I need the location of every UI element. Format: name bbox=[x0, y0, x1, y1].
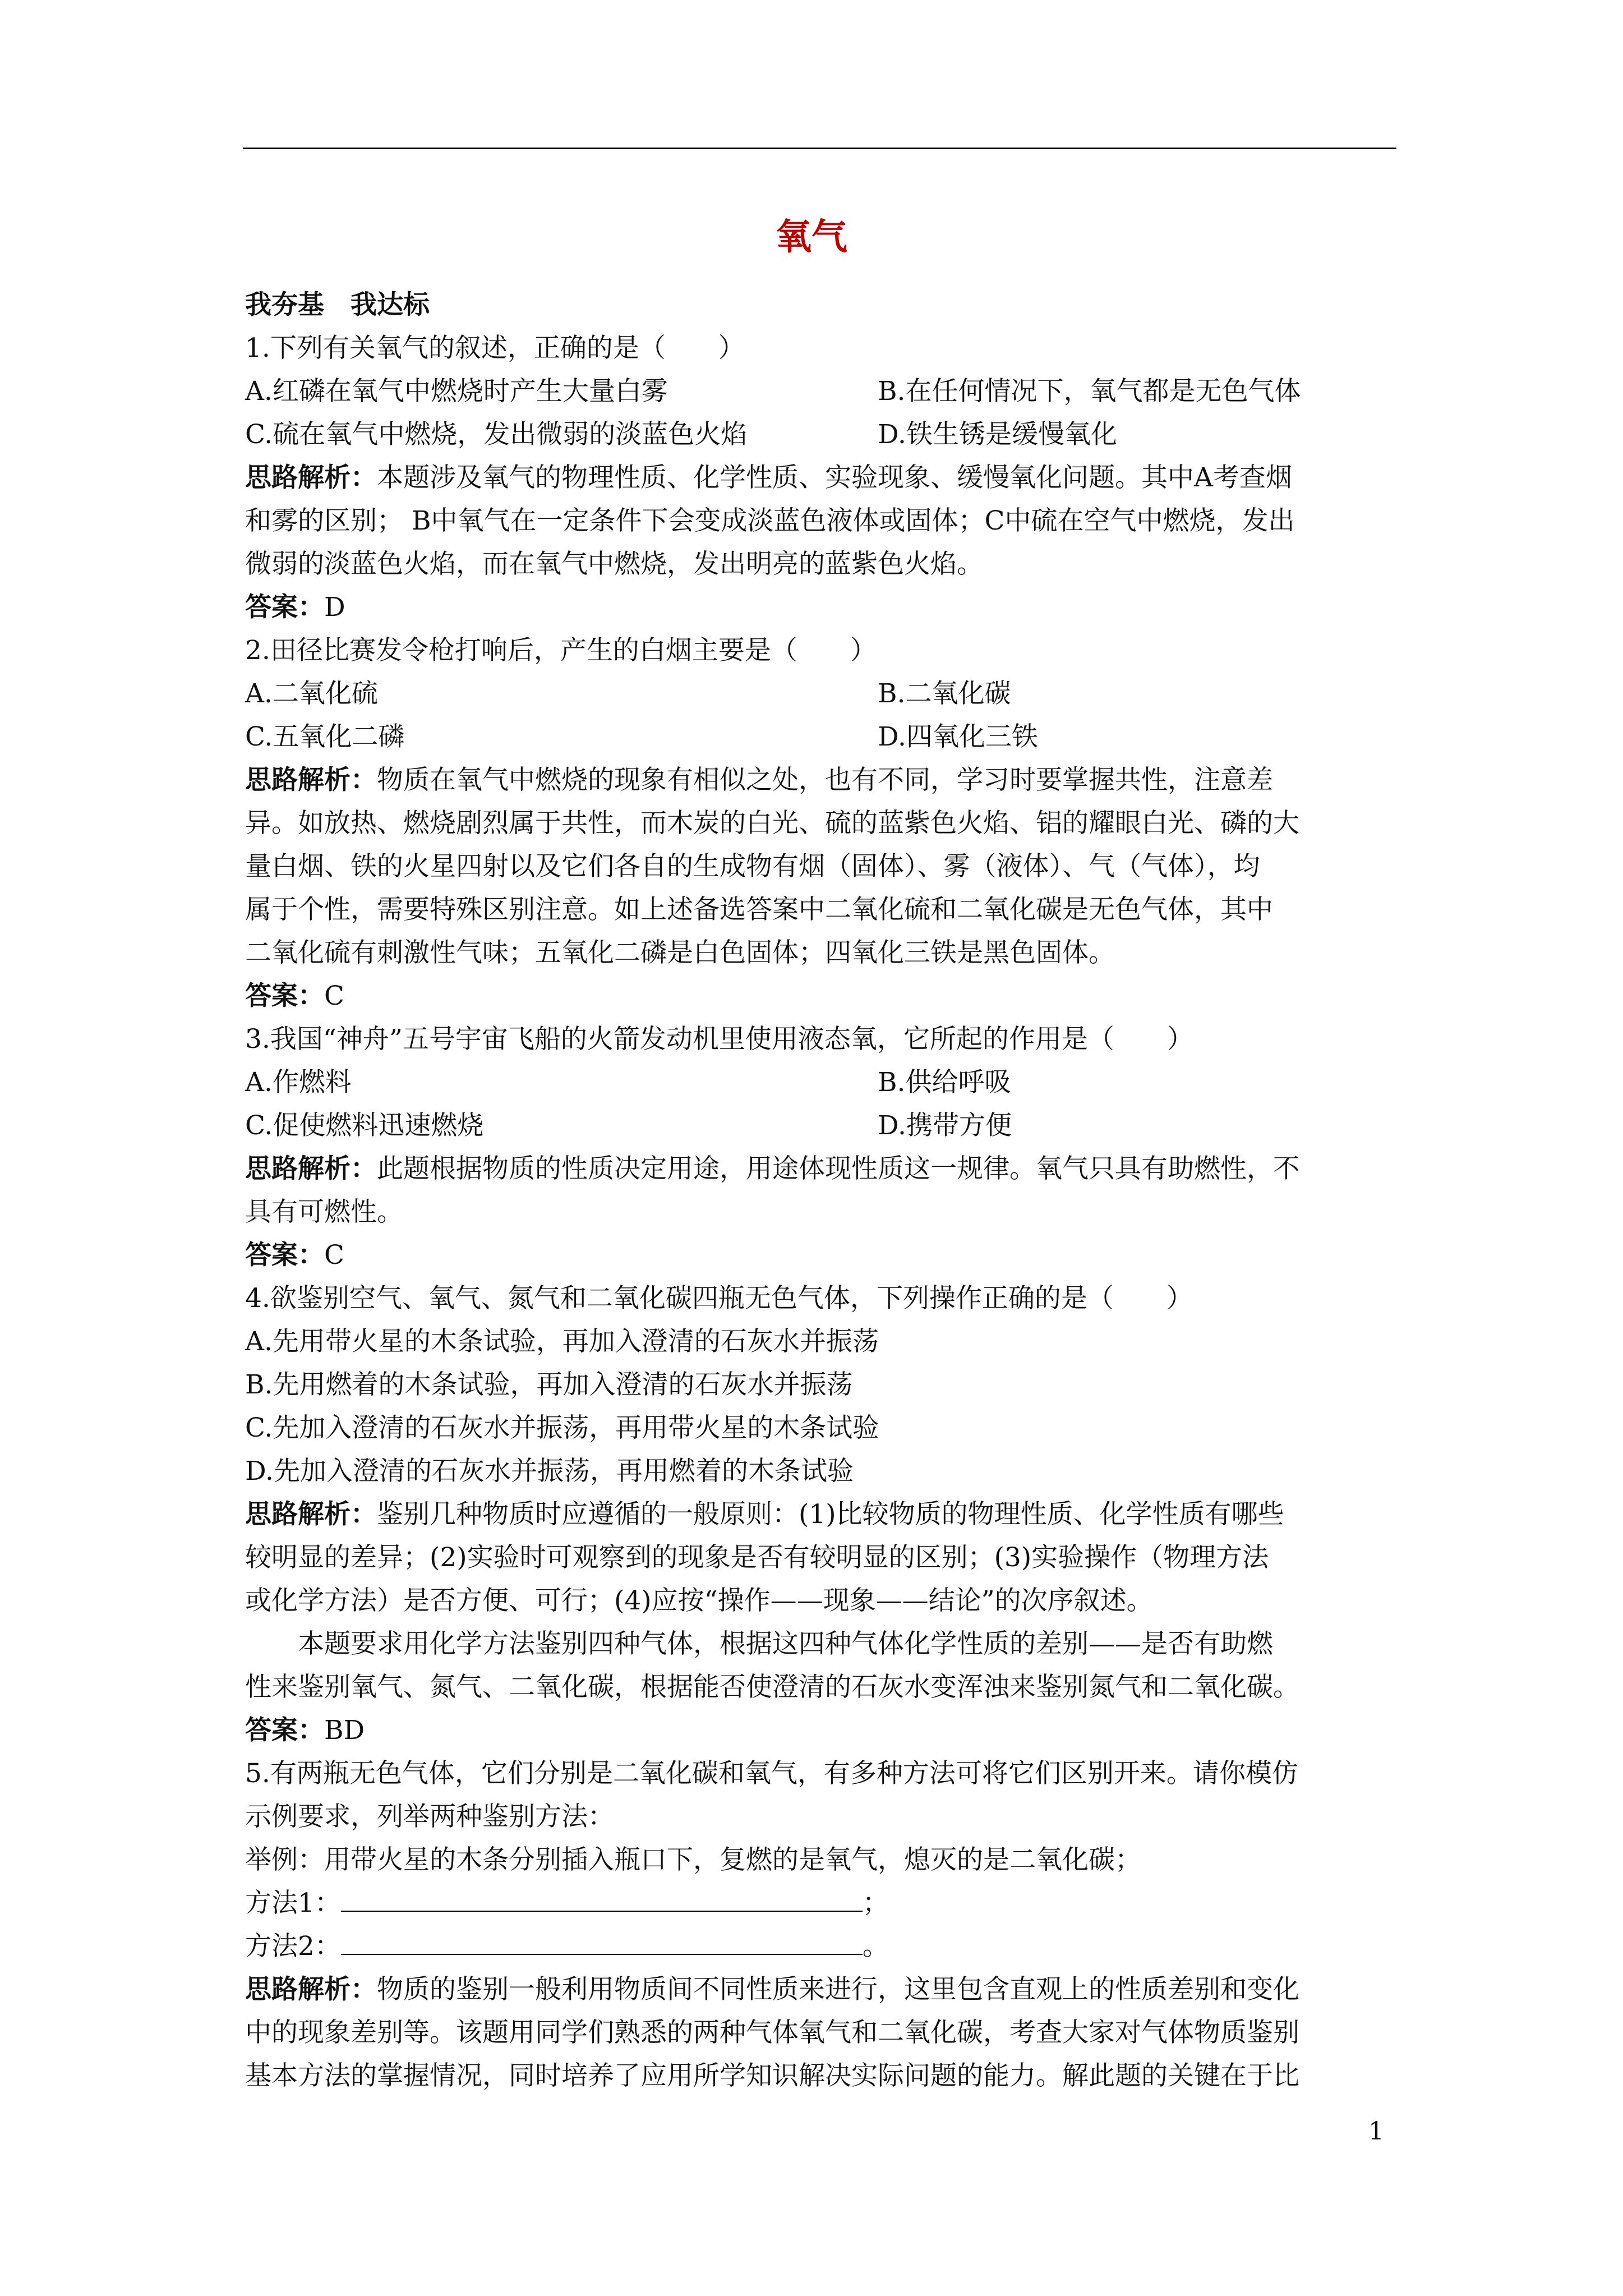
analysis-line: 异。如放热、燃烧剧烈属于共性，而木炭的白光、硫的蓝紫色火焰、铝的耀眼白光、磷的大 bbox=[245, 808, 1299, 839]
answer-label: 答案： bbox=[245, 1715, 324, 1746]
analysis-line: 和雾的区别； B中氧气在一定条件下会变成淡蓝色液体或固体；C中硫在空气中燃烧，发出 bbox=[245, 505, 1295, 536]
page-title: 氧气 bbox=[776, 216, 847, 258]
question-1-options-ab bbox=[245, 370, 1398, 413]
method-2-blank[interactable] bbox=[341, 1926, 863, 1955]
option-c: C.五氧化二磷 bbox=[245, 721, 405, 752]
answer-value: BD bbox=[324, 1715, 365, 1746]
option-d: D.四氧化三铁 bbox=[878, 721, 1038, 752]
method-1-blank[interactable] bbox=[341, 1883, 863, 1912]
answer-value: C bbox=[324, 1240, 344, 1271]
analysis-label: 思路解析： bbox=[245, 1153, 377, 1184]
option-d: D.铁生锈是缓慢氧化 bbox=[878, 419, 1117, 450]
question-3-options-cd bbox=[245, 1104, 1398, 1147]
option-a: A.红磷在氧气中燃烧时产生大量白雾 bbox=[245, 376, 668, 407]
option-a: A.二氧化硫 bbox=[245, 678, 378, 709]
analysis-label: 思路解析： bbox=[245, 765, 377, 795]
analysis-label: 思路解析： bbox=[245, 1499, 377, 1530]
question-2-options-cd bbox=[245, 715, 1398, 758]
analysis-line: 具有可燃性。 bbox=[245, 1197, 403, 1227]
question-5-stem-cont: 示例要求，列举两种鉴别方法： bbox=[245, 1801, 614, 1832]
question-3-answer bbox=[245, 1234, 1398, 1277]
option-b: B.二氧化碳 bbox=[878, 678, 1011, 709]
option-b: B.在任何情况下，氧气都是无色气体 bbox=[878, 376, 1301, 407]
method-1-label: 方法1： bbox=[245, 1888, 341, 1918]
question-4-stem: 4.欲鉴别空气、氧气、氮气和二氧化碳四瓶无色气体，下列操作正确的是（ ） bbox=[245, 1283, 1193, 1314]
analysis-line: 基本方法的掌握情况，同时培养了应用所学知识解决实际问题的能力。解此题的关键在于比 bbox=[245, 2060, 1299, 2091]
analysis-label: 思路解析： bbox=[245, 462, 377, 493]
answer-value: C bbox=[324, 981, 344, 1011]
page-number: 1 bbox=[1368, 2117, 1384, 2146]
question-5-example: 举例：用带火星的木条分别插入瓶口下，复燃的是氧气，熄灭的是二氧化碳； bbox=[245, 1844, 1141, 1875]
method-2-row: 方法2： 。 bbox=[245, 1925, 1398, 1968]
option-d: D.先加入澄清的石灰水并振荡，再用燃着的木条试验 bbox=[245, 1456, 854, 1487]
option-b: B.先用燃着的木条试验，再加入澄清的石灰水并振荡 bbox=[245, 1369, 853, 1400]
analysis-line: 性来鉴别氧气、氮气、二氧化碳，根据能否使澄清的石灰水变浑浊来鉴别氮气和二氧化碳。 bbox=[245, 1672, 1299, 1703]
header-rule bbox=[243, 148, 1396, 149]
question-5-stem: 5.有两瓶无色气体，它们分别是二氧化碳和氧气，有多种方法可将它们区别开来。请你模仿 bbox=[245, 1758, 1298, 1789]
answer-label: 答案： bbox=[245, 1240, 324, 1271]
document-body bbox=[245, 283, 1398, 2097]
question-2-options-ab bbox=[245, 672, 1398, 715]
option-a: A.作燃料 bbox=[245, 1067, 352, 1098]
analysis-line: 属于个性，需要特殊区别注意。如上述备选答案中二氧化硫和二氧化碳是无色气体，其中 bbox=[245, 894, 1273, 925]
analysis-line: 微弱的淡蓝色火焰，而在氧气中燃烧，发出明亮的蓝紫色火焰。 bbox=[245, 549, 983, 579]
answer-value: D bbox=[324, 592, 345, 623]
question-2-analysis: 思路解析：物质在氧气中燃烧的现象有相似之处，也有不同，学习时要掌握共性，注意差 bbox=[245, 765, 1273, 795]
question-4-answer bbox=[245, 1709, 1398, 1752]
question-4-analysis: 思路解析：鉴别几种物质时应遵循的一般原则：(1)比较物质的物理性质、化学性质有哪些 bbox=[245, 1499, 1284, 1530]
method-1-row: 方法1： ； bbox=[245, 1881, 1398, 1925]
analysis-line: 二氧化硫有刺激性气味；五氧化二磷是白色固体；四氧化三铁是黑色固体。 bbox=[245, 937, 1115, 968]
option-c: C.硫在氧气中燃烧，发出微弱的淡蓝色火焰 bbox=[245, 419, 748, 450]
question-3-stem: 3.我国“神舟”五号宇宙飞船的火箭发动机里使用液态氧，它所起的作用是（ ） bbox=[245, 1024, 1193, 1055]
analysis-line: 或化学方法）是否方便、可行；(4)应按“操作——现象——结论”的次序叙述。 bbox=[245, 1585, 1153, 1616]
analysis-line: 中的现象差别等。该题用同学们熟悉的两种气体氧气和二氧化碳，考查大家对气体物质鉴别 bbox=[245, 2017, 1299, 2048]
analysis-line: 较明显的差异；(2)实验时可观察到的现象是否有较明显的区别；(3)实验操作（物理方法 bbox=[245, 1542, 1269, 1573]
question-3-analysis: 思路解析：此题根据物质的性质决定用途，用途体现性质这一规律。氧气只具有助燃性，不 bbox=[245, 1153, 1299, 1184]
question-3-options-ab bbox=[245, 1061, 1398, 1104]
answer-label: 答案： bbox=[245, 592, 324, 623]
section-heading: 我夯基 我达标 bbox=[245, 289, 430, 320]
analysis-label: 思路解析： bbox=[245, 1974, 377, 2005]
method-2-label: 方法2： bbox=[245, 1931, 341, 1962]
question-2-stem: 2.田径比赛发令枪打响后，产生的白烟主要是（ ） bbox=[245, 635, 877, 666]
option-b: B.供给呼吸 bbox=[878, 1067, 1011, 1098]
option-c: C.促使燃料迅速燃烧 bbox=[245, 1110, 484, 1141]
question-5-analysis: 思路解析：物质的鉴别一般利用物质间不同性质来进行，这里包含直观上的性质差别和变化 bbox=[245, 1974, 1299, 2005]
analysis-line: 本题要求用化学方法鉴别四种气体，根据这四种气体化学性质的差别——是否有助燃 bbox=[298, 1628, 1273, 1659]
answer-label: 答案： bbox=[245, 981, 324, 1011]
question-1-options-cd bbox=[245, 413, 1398, 456]
option-a: A.先用带火星的木条试验，再加入澄清的石灰水并振荡 bbox=[245, 1326, 879, 1357]
question-1-answer bbox=[245, 586, 1398, 629]
question-1-analysis: 思路解析：本题涉及氧气的物理性质、化学性质、实验现象、缓慢氧化问题。其中A考查烟 bbox=[245, 462, 1292, 493]
analysis-line: 量白烟、铁的火星四射以及它们各自的生成物有烟（固体）、雾（液体）、气（气体），均 bbox=[245, 851, 1260, 882]
question-1-stem: 1.下列有关氧气的叙述，正确的是（ ） bbox=[245, 333, 745, 364]
option-d: D.携带方便 bbox=[878, 1110, 1012, 1141]
question-2-answer bbox=[245, 974, 1398, 1018]
option-c: C.先加入澄清的石灰水并振荡，再用带火星的木条试验 bbox=[245, 1412, 879, 1443]
